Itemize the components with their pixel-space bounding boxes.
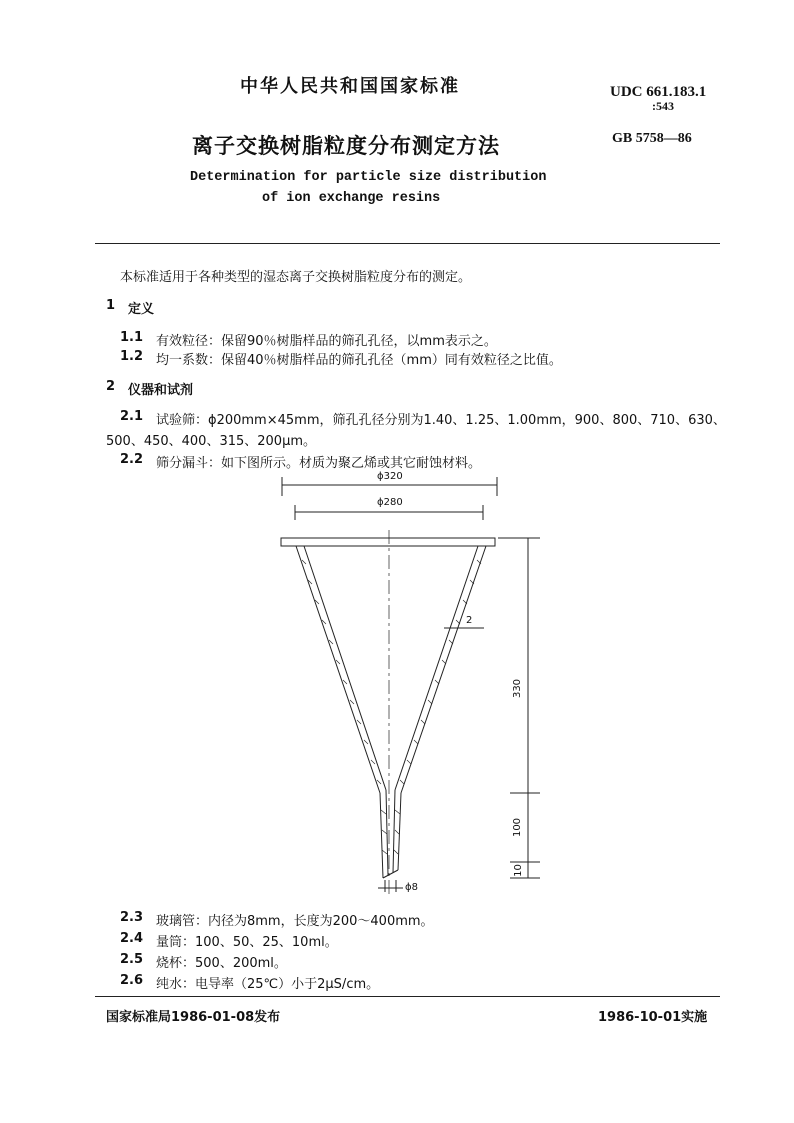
funnel-wall-left-outer (296, 546, 380, 793)
clause-1-1-number: 1.1 (120, 330, 144, 345)
dim-wall-thickness-label: 2 (466, 615, 473, 626)
funnel-rim (281, 538, 495, 546)
funnel-stem-right-outer (398, 793, 401, 870)
clause-2-4-text: 量筒：100、50、25、10ml。 (156, 935, 338, 950)
section-2-number: 2 (106, 379, 116, 394)
clause-2-3-number: 2.3 (120, 910, 144, 925)
clause-2-6-number: 2.6 (120, 973, 144, 988)
clause-1-1-text: 有效粒径：保留90％树脂样品的筛孔孔径，以mm表示之。 (156, 334, 497, 349)
issue-date: 国家标准局1986-01-08发布 (106, 1010, 281, 1025)
funnel-stem-tip (383, 870, 398, 878)
clause-2-1-number: 2.1 (120, 409, 144, 424)
dim-outer-diameter-label: ϕ320 (377, 471, 403, 482)
clause-2-1-text-continued: 500、450、400、315、200μm。 (106, 434, 316, 449)
clause-2-2-number: 2.2 (120, 452, 144, 467)
clause-2-4-number: 2.4 (120, 931, 144, 946)
clause-2-1-text: 试验筛：ϕ200mm×45mm，筛孔孔径分别为1.40、1.25、1.00mm，900、800、710、630、 (156, 413, 726, 428)
document-title: 离子交换树脂粒度分布测定方法 (192, 134, 500, 158)
dim-inner-diameter-label: ϕ280 (377, 497, 403, 508)
footer-divider (95, 996, 720, 997)
funnel-wall-left-inner (304, 546, 386, 790)
clause-1-2-number: 1.2 (120, 349, 144, 364)
section-2-title: 仪器和试剂 (128, 383, 194, 398)
dim-stem-height-label: 100 (512, 817, 524, 838)
funnel-wall-right-inner (395, 546, 478, 790)
section-1-number: 1 (106, 298, 116, 313)
clause-2-6-text: 纯水：电导率（25℃）小于2μS/cm。 (156, 977, 380, 992)
standard-number: GB 5758—86 (612, 131, 692, 146)
udc-code: UDC 661.183.1 (610, 84, 707, 100)
funnel-stem-left-inner (386, 790, 388, 875)
section-1-title: 定义 (128, 302, 155, 317)
udc-code-suffix: :543 (652, 99, 674, 113)
intro-paragraph: 本标准适用于各种类型的湿态离子交换树脂粒度分布的测定。 (120, 270, 472, 285)
dim-stem-diameter-label: ϕ8 (405, 882, 418, 893)
funnel-stem-left-outer (380, 793, 383, 878)
english-title-line2: of ion exchange resins (262, 191, 441, 206)
clause-2-5-number: 2.5 (120, 952, 144, 967)
issuing-country-heading: 中华人民共和国国家标准 (240, 76, 460, 97)
dim-tip-height-label: 10 (512, 864, 524, 877)
english-title-line1: Determination for particle size distribution (190, 170, 547, 185)
clause-2-5-text: 烧杯：500、200ml。 (156, 956, 287, 971)
funnel-stem-right-inner (393, 790, 395, 873)
clause-2-3-text: 玻璃管：内径为8mm，长度为200～400mm。 (156, 914, 434, 929)
clause-2-2-text: 筛分漏斗：如下图所示。材质为聚乙烯或其它耐蚀材料。 (156, 456, 482, 471)
dim-cone-height-label: 330 (512, 678, 524, 699)
effective-date: 1986-10-01实施 (598, 1010, 708, 1025)
clause-1-2-text: 均一系数：保留40％树脂样品的筛孔孔径（mm）同有效粒径之比值。 (156, 353, 562, 368)
